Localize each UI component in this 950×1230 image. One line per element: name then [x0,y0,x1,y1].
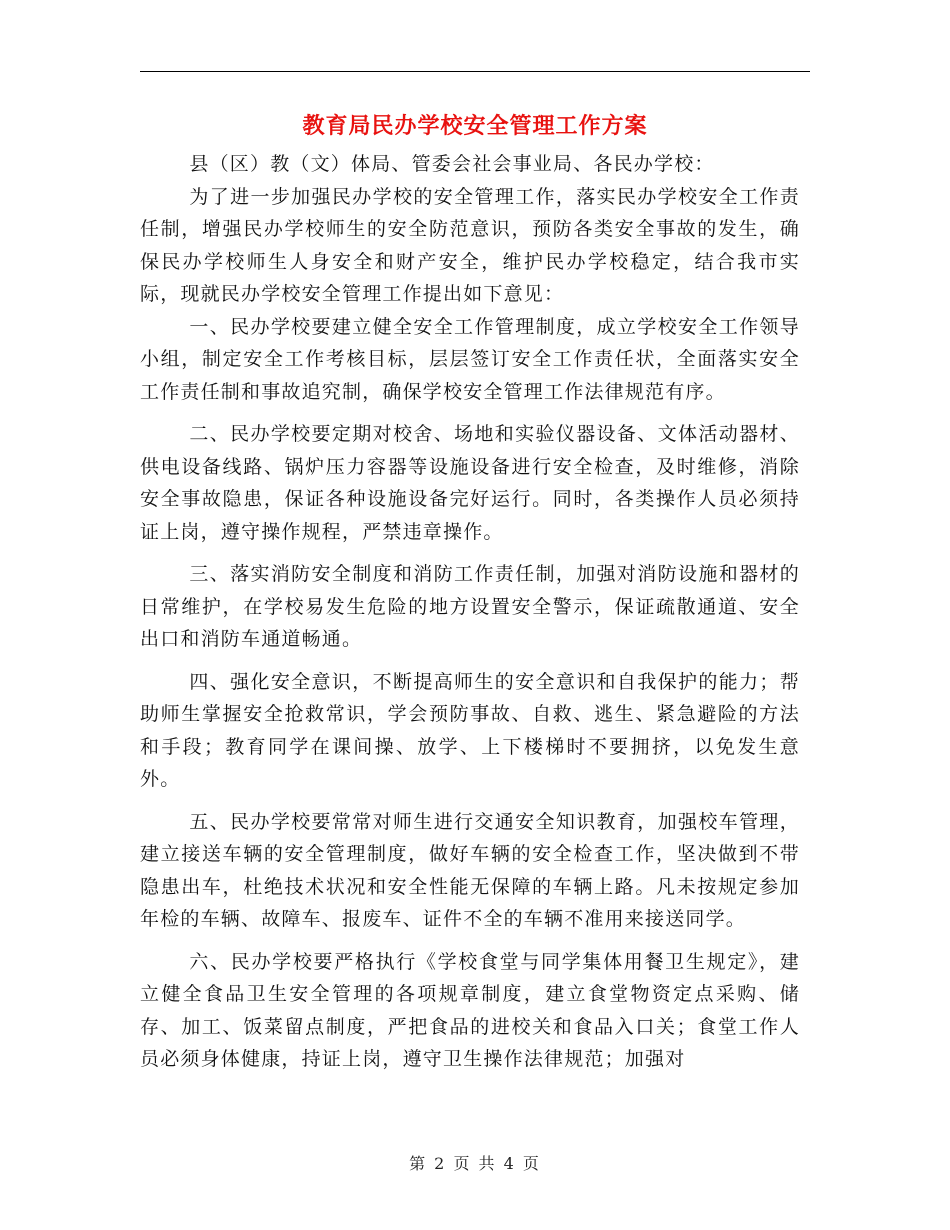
salutation: 县（区）教（文）体局、管委会社会事业局、各民办学校： [189,153,715,175]
section-paragraph-2: 二、民办学校要定期对校舍、场地和实验仪器设备、文体活动器材、供电设备线路、锅炉压力容器等设施设备进行安全检查，及时维修，消除安全事故隐患，保证各种设施设备完好运行。同时，各类操作人员必须持证上岗，遵守操作规程，严禁违章操作。 [140,423,800,543]
section-paragraph-5: 五、民办学校要常常对师生进行交通安全知识教育，加强校车管理，建立接送车辆的安全管理制度，做好车辆的安全检查工作，坚决做到不带隐患出车，杜绝技术状况和安全性能无保障的车辆上路。凡未按规定参加年检的车辆、故障车、报废车、证件不全的车辆不准用来接送同学。 [140,810,800,930]
intro-paragraph: 为了进一步加强民办学校的安全管理工作，落实民办学校安全工作责任制，增强民办学校师生的安全防范意识，预防各类安全事故的发生，确保民办学校师生人身安全和财产安全，维护民办学校稳定，结合我市实际，现就民办学校安全管理工作提出如下意见： [140,185,800,305]
section-paragraph-4: 四、强化安全意识，不断提高师生的安全意识和自我保护的能力；帮助师生掌握安全抢救常识，学会预防事故、自救、逃生、紧急避险的方法和手段；教育同学在课间操、放学、上下楼梯时不要拥挤，以免发生意外。 [140,670,800,790]
section-paragraph-3: 三、落实消防安全制度和消防工作责任制，加强对消防设施和器材的日常维护，在学校易发生危险的地方设置安全警示，保证疏散通道、安全出口和消防车通道畅通。 [140,563,800,650]
section-paragraph-6: 六、民办学校要严格执行《学校食堂与同学集体用餐卫生规定》，建立健全食品卫生安全管理的各项规章制度，建立食堂物资定点采购、储存、加工、饭菜留点制度，严把食品的进校关和食品入口关；食堂工作人员必须身体健康，持证上岗，遵守卫生操作法律规范；加强对 [140,950,800,1070]
page-number-footer: 第 2 页 共 4 页 [409,1154,541,1173]
header-rule [140,71,810,72]
document-body [140,148,800,1076]
section-paragraph-1: 一、民办学校要建立健全安全工作管理制度，成立学校安全工作领导小组，制定安全工作考核目标，层层签订安全工作责任状，全面落实安全工作责任制和事故追究制，确保学校安全管理工作法律规范有序。 [140,315,800,403]
document-title: 教育局民办学校安全管理工作方案 [302,113,648,139]
